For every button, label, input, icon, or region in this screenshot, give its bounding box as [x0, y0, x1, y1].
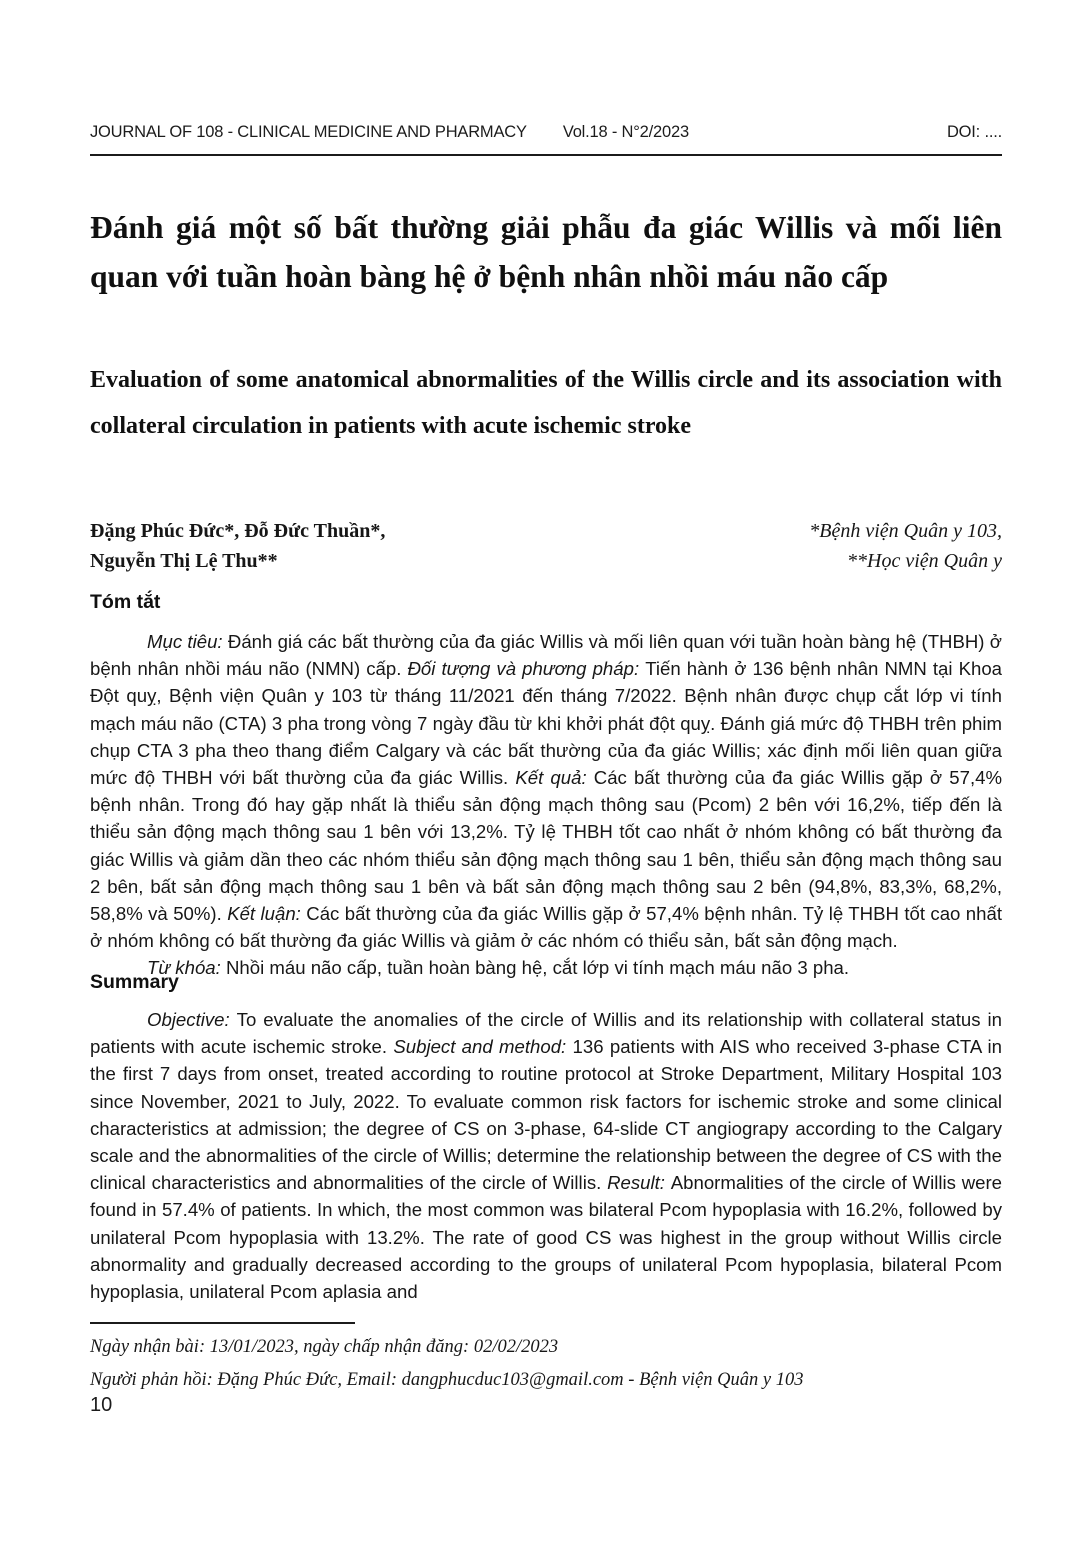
keywords-paragraph: Từ khóa: Nhồi máu não cấp, tuần hoàn bàng hệ, cắt lớp vi tính mạch máu não 3 pha.: [147, 957, 850, 979]
article-title-english: Evaluation of some anatomical abnormalities of the Willis circle and its association with collateral circulation in patients with acute ischemic stroke: [90, 367, 1002, 439]
received-date-line: Ngày nhận bài: 13/01/2023, ngày chấp nhận đăng: 02/02/2023: [90, 1337, 559, 1357]
abstract-paragraph: Mục tiêu: Đánh giá các bất thường của đa giác Willis và mối liên quan với tuần hoàn bàng hệ (THBH) ở bệnh nhân nhồi máu não (NMN) cấp. Đối tượng và phương pháp: Tiến hành ở 136 bệnh nhân NMN tại Khoa Đột quỵ, Bệnh viện Quân y 103 từ tháng 11/2021 đến tháng 7/2022. Bệnh nhân được chụp cắt lớp vi tính mạch máu não (CTA) 3 pha trong vòng 7 ngày đầu từ khi khởi phát đột quỵ. Đánh giá mức độ THBH trên phim chụp CTA 3 pha theo thang điểm Calgary và các bất thường của đa giác Willis; xác định mối liên quan giữa mức độ THBH với bất thường của đa giác Willis. Kết quả: Các bất thường của đa giác Willis gặp ở 57,4% bệnh nhân. Trong đó hay gặp nhất là thiểu sản động mạch thông sau (Pcom) 2 bên với 16,2%, tiếp đến là thiểu sản động mạch thông sau 1 bên với 13,2%. Tỷ lệ THBH tốt cao nhất ở nhóm không có bất thường đa giác Willis và giảm dần theo các nhóm thiểu sản động mạch thông sau 1 bên, thiểu sản động mạch thông sau 2 bên, bất sản động mạch thông sau 1 bên và bất sản động mạch thông sau 2 bên (94,8%, 83,3%, 68,2%, 58,8% và 50%). Kết luận: Các bất thường của đa giác Willis gặp ở 57,4% bệnh nhân. Tỷ lệ THBH tốt cao nhất ở nhóm không có bất thường đa giác Willis và giảm ở các nhóm có thiểu sản, bất sản động mạch.: [90, 631, 1003, 952]
volume-issue: Vol.18 - N°2/2023: [562, 123, 689, 141]
abstract-heading-vietnamese: Tóm tắt: [90, 591, 161, 613]
journal-name: JOURNAL OF 108 - CLINICAL MEDICINE AND PHARMACY: [90, 123, 527, 141]
header-divider: [90, 154, 1002, 156]
abstract-vietnamese: [90, 628, 1002, 982]
byline: [90, 516, 1002, 576]
summary-heading-english: Summary: [90, 971, 179, 993]
affiliation-line-2: **Học viện Quân y: [847, 550, 1002, 572]
footnote-divider: [90, 1322, 355, 1324]
affiliation-line-1: *Bệnh viện Quân y 103,: [809, 520, 1002, 542]
author-line-2: Nguyễn Thị Lệ Thu**: [90, 550, 278, 572]
article-title-vietnamese: Đánh giá một số bất thường giải phẫu đa giác Willis và mối liên quan với tuần hoàn bàng hệ ở bệnh nhân nhồi máu não cấp: [90, 210, 1002, 294]
page-number: 10: [90, 1394, 113, 1416]
doi-label: DOI: ....: [946, 123, 1002, 141]
author-line-1: Đặng Phúc Đức*, Đỗ Đức Thuần*,: [90, 520, 386, 542]
affiliations-block: [809, 516, 1002, 576]
running-head-left: [90, 123, 689, 142]
authors-block: [90, 516, 385, 576]
correspondence-line: Người phản hồi: Đặng Phúc Đức, Email: dangphucduc103@gmail.com - Bệnh viện Quân y 103: [90, 1370, 804, 1390]
summary-english: [90, 1006, 1002, 1305]
running-head: [90, 123, 1002, 142]
summary-paragraph: Objective: To evaluate the anomalies of the circle of Willis and its relationship with collateral status in patients with acute ischemic stroke. Subject and method: 136 patients with AIS who received 3-phase CTA in the first 7 days from onset, treated according to routine protocol at Stroke Department, Military Hospital 103 since November, 2021 to July, 2022. To evaluate common risk factors for ischemic stroke and some clinical characteristics at admission; the degree of CS on 3-phase, 64-slide CT angiograpy according to the Calgary scale and the abnormalities of the circle of Willis; determine the relationship between the degree of CS with the clinical characteristics and abnormalities of the circle of Willis. Result: Abnormalities of the circle of Willis were found in 57.4% of patients. In which, the most common was bilateral Pcom hypoplasia with 16.2%, followed by unilateral Pcom hypoplasia with 13.2%. The rate of good CS was highest in the group without Willis circle abnormality and gradually decreased according to the groups of unilateral Pcom hypoplasia, bilateral Pcom hypoplasia, unilateral Pcom aplasia and: [90, 1009, 1002, 1303]
footnote-block: [90, 1331, 1002, 1397]
